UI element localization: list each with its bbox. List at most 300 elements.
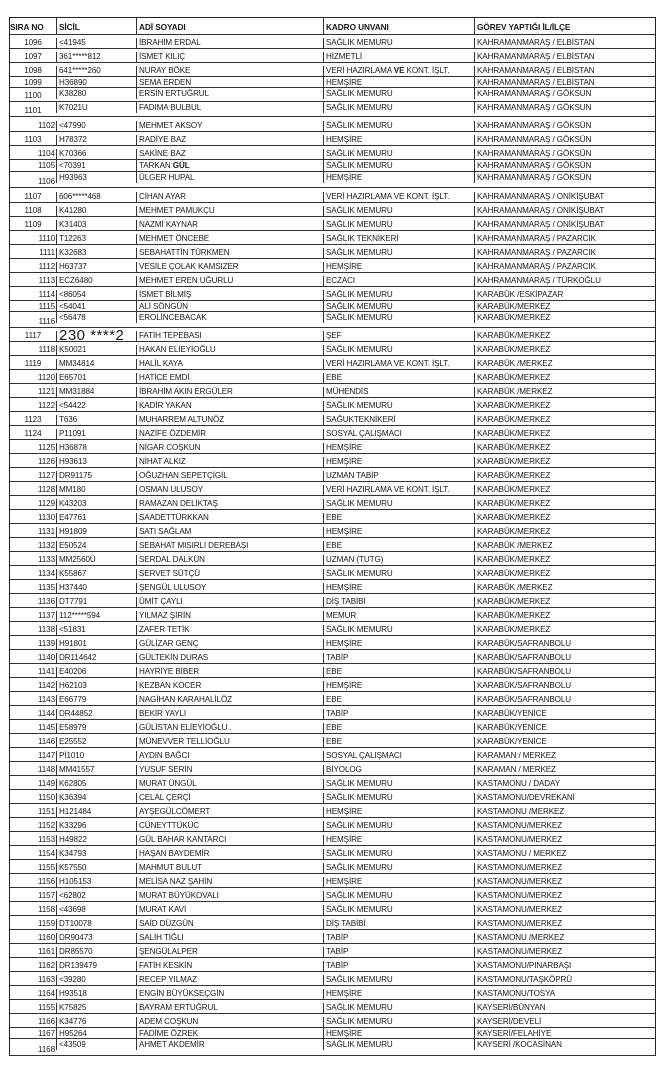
table-row (10, 412, 655, 426)
kadro-cell: BİYOLOG (323, 765, 474, 775)
sira-no-cell: 1143 (37, 695, 55, 704)
sira-no-cell: 1128 (37, 485, 55, 494)
name-cell: SATI SAĞLAM (136, 527, 323, 537)
name-cell: SEBAHATTİN TÜRKMEN (136, 248, 323, 258)
name-cell: FADIMA BULBUL (136, 102, 323, 113)
table-row (10, 972, 655, 986)
name-cell: HAYRİYE BİBER (136, 667, 323, 677)
sira-no-cell: 1164 (37, 989, 55, 998)
gorev-yeri-cell: KARABÜK/MERKEZ (474, 471, 655, 481)
sira-no-cell: 1138 (37, 625, 55, 634)
gorev-yeri-cell: KARABÜK /MERKEZ (474, 541, 655, 551)
sira-no-cell: 1154 (37, 849, 55, 858)
sicil-cell: DR85570 (56, 947, 136, 957)
table-row (10, 132, 655, 146)
sira-no-cell: 1134 (37, 569, 55, 578)
sira-no-cell: 1149 (37, 779, 55, 788)
gorev-yeri-cell: KARABÜK/MERKEZ (474, 611, 655, 621)
sira-no-cell: 1144 (37, 709, 55, 718)
kadro-cell (323, 66, 474, 76)
sicil-cell: H36878 (56, 443, 136, 453)
gorev-yeri-cell: KAYSERİ /KOCASİNAN (474, 1039, 655, 1050)
table-row (10, 748, 655, 762)
sicil-cell: K50021 (56, 345, 136, 355)
sicil-cell: K32683 (56, 248, 136, 258)
kadro-cell: HEMŞİRE (323, 443, 474, 453)
table-row (10, 102, 655, 117)
table-row (10, 762, 655, 776)
name-cell: MÜNEVVER TELLİOĞLU (136, 737, 323, 747)
table-row (10, 678, 655, 692)
table-row (10, 356, 655, 370)
sira-no-cell: 1112 (38, 262, 55, 271)
kadro-cell: SAĞUKTEKNİKERİ (323, 415, 474, 425)
sicil-cell: K62805 (56, 779, 136, 789)
gorev-yeri-cell: KAHRAMANMARAŞ / PAZARCIK (474, 248, 655, 258)
sira-no-cell: 1133 (37, 555, 55, 564)
sira-no-cell: 1130 (37, 513, 55, 522)
name-cell: RECEP YILMAZ (136, 975, 323, 985)
name-cell: NİHAT ALKIZ (136, 457, 323, 467)
sicil-cell: H93518 (56, 989, 136, 999)
gorev-yeri-cell: KARABÜK/MERKEZ (474, 569, 655, 579)
sira-no-cell: 1135 (37, 583, 55, 592)
gorev-yeri-cell: KAHRAMANMARAŞ / ONİKİŞUBAT (474, 220, 655, 230)
table-row (10, 398, 655, 412)
table-row (10, 958, 655, 972)
sicil-cell: <47990 (56, 121, 136, 131)
kadro-cell: SAĞLIK TEKNİKERİ (323, 234, 474, 244)
gorev-yeri-cell: KAHRAMANMARAŞ / ONİKİŞUBAT (474, 206, 655, 216)
sira-no-cell: 1160 (37, 933, 55, 942)
kadro-cell: UZMAN (TUTG) (323, 555, 474, 565)
sicil-cell: MM41557 (56, 765, 136, 775)
kadro-cell: SOSYAL ÇALIŞMACI (323, 751, 474, 761)
kadro-cell: SAĞLIK MEMURU (323, 121, 474, 131)
table-row (10, 342, 655, 356)
table-row (10, 245, 655, 259)
sira-no-cell: 1118 (38, 345, 55, 354)
name-cell: MUHARREM ALTUNÖZ (136, 415, 323, 425)
gorev-yeri-cell: KAHRAMANMARAŞ / ONİKİŞUBAT (474, 192, 655, 202)
table-row (10, 49, 655, 63)
gorev-yeri-cell: KARABÜK /MERKEZ (474, 387, 655, 397)
gorev-yeri-cell: KAHRAMANMARAŞ / GÖKSÜN (474, 172, 655, 183)
sira-no-cell: 1113 (38, 276, 55, 285)
sicil-cell: 606*****468 (56, 192, 136, 202)
sicil-cell: <54041 (56, 301, 136, 312)
kadro-cell: VERİ HAZIRLAMA VE KONT. İŞLT. (323, 485, 474, 495)
gorev-yeri-cell: KARABÜK/MERKEZ (474, 597, 655, 607)
name-cell: ÜMİT ÇAYLI (136, 597, 323, 607)
sira-no-cell: 1122 (37, 401, 55, 410)
sira-no-cell: 1155 (37, 863, 55, 872)
kadro-cell: EBE (323, 737, 474, 747)
kadro-cell: TABİP (323, 653, 474, 663)
name-cell: HATİCE EMDİ (136, 373, 323, 383)
name-cell: FATİH TEPEBASI (136, 331, 323, 341)
kadro-cell: HEMŞİRE (323, 639, 474, 649)
kadro-text: VE (393, 66, 405, 75)
sicil-cell: <54422 (56, 401, 136, 411)
kadro-cell: HEMŞİRE (323, 77, 474, 88)
sira-no-cell: 1139 (37, 639, 55, 648)
gorev-yeri-cell: KAYSERİ/BÜNYAN (474, 1003, 655, 1013)
sira-no-cell: 1156 (37, 877, 55, 886)
name-cell: OĞUZHAN SEPETÇİGİL (136, 471, 323, 481)
table-row (10, 1000, 655, 1014)
name-cell: GÜLTEKİN DURAS (136, 653, 323, 663)
kadro-cell: HEMŞİRE (323, 835, 474, 845)
kadro-cell: SAĞLIK MEMURU (323, 301, 474, 312)
table-row (10, 273, 655, 287)
sira-no-cell: 1103 (24, 135, 42, 144)
kadro-cell: ŞEF (323, 331, 474, 341)
name-text-bold: GÜL (172, 161, 190, 170)
table-row (10, 370, 655, 384)
sicil-cell: <43698 (56, 905, 136, 915)
kadro-cell: SAĞLIK MEMURU (323, 290, 474, 300)
table-row (10, 790, 655, 804)
name-cell: MAHMUT BULUT (136, 863, 323, 873)
name-cell: EROLİNCEBACAK (136, 312, 323, 323)
table-row (10, 468, 655, 482)
gorev-yeri-cell: KAYSERİ/FELAHİYE (474, 1028, 655, 1039)
sira-no-cell: 1147 (37, 751, 55, 760)
sicil-cell: DR44852 (56, 709, 136, 719)
gorev-yeri-cell: KASTAMONU/MERKEZ (474, 905, 655, 915)
name-cell: AHMET AKDEMİR (136, 1039, 323, 1050)
table-row (10, 328, 655, 342)
kadro-cell: SAĞLIK MEMURU (323, 88, 474, 99)
sicil-cell: H49822 (56, 835, 136, 845)
table-row (10, 566, 655, 580)
sira-no-cell: 1111 (39, 248, 55, 257)
name-cell: MURAT ÜNGÜL (136, 779, 323, 789)
name-cell: RADİYE BAZ (136, 135, 323, 145)
gorev-yeri-cell: KAHRAMANMARAŞ / GÖKSÜN (474, 121, 655, 131)
table-row (10, 986, 655, 1000)
sira-no-cell: 1131 (37, 527, 55, 536)
kadro-cell: SAĞLIK MEMURU (323, 1017, 474, 1027)
kadro-cell: SAĞLIK MEMURU (323, 891, 474, 901)
sicil-cell: DR114642 (56, 653, 136, 663)
kadro-cell: HEMŞİRE (323, 527, 474, 537)
sicil-cell: DR91175 (56, 471, 136, 481)
kadro-cell: VERİ HAZIRLAMA VE KONT. İŞLT. (323, 359, 474, 369)
sicil-cell: DR90473 (56, 933, 136, 943)
sira-no-cell: 1168 (37, 1045, 55, 1054)
header-sicil: SİCİL (56, 18, 136, 34)
sicil-cell: K57550 (56, 863, 136, 873)
name-cell: İSMET BİLMİŞ (136, 290, 323, 300)
gorev-yeri-cell: KARAMAN / MERKEZ (474, 765, 655, 775)
table-row (10, 454, 655, 468)
kadro-cell: SAĞLIK MEMURU (323, 401, 474, 411)
kadro-cell: HEMŞİRE (323, 457, 474, 467)
sicil-cell: DT10078 (56, 919, 136, 929)
kadro-cell: SAĞLIK MEMURU (323, 849, 474, 859)
personnel-table (9, 17, 656, 1056)
gorev-yeri-cell: KASTAMONU/MERKEZ (474, 947, 655, 957)
kadro-cell: EBE (323, 513, 474, 523)
table-row (10, 301, 655, 312)
kadro-cell: SAĞLIK MEMURU (323, 312, 474, 323)
sicil-cell: <39280 (56, 975, 136, 985)
kadro-cell: EBE (323, 723, 474, 733)
kadro-cell: SAĞLIK MEMURU (323, 149, 474, 159)
table-row (10, 902, 655, 916)
gorev-yeri-cell: KARABÜK/MERKEZ (474, 555, 655, 565)
sicil-cell: H62103 (56, 681, 136, 691)
sicil-cell: H95264 (56, 1028, 136, 1039)
kadro-cell: SAĞLIK MEMURU (323, 160, 474, 171)
sira-no-cell: 1117 (24, 331, 42, 340)
kadro-cell: SAĞLIK MEMURU (323, 905, 474, 915)
name-cell: NURAY BÖKE (136, 66, 323, 76)
gorev-yeri-cell: KARABÜK/MERKEZ (474, 301, 655, 312)
sicil-cell: 112*****594 (56, 611, 136, 621)
sira-no-cell: 1108 (24, 206, 42, 215)
gorev-yeri-cell: KARABÜK/MERKEZ (474, 625, 655, 635)
name-cell: İBRAHİM ERDAL (136, 38, 323, 48)
kadro-text: VERİ HAZIRLAMA (326, 66, 394, 75)
name-cell: CÜNEYTTÜKÜC (136, 821, 323, 831)
sira-no-cell: 1146 (37, 737, 55, 746)
name-cell: ADEM COŞKUN (136, 1017, 323, 1027)
kadro-cell: SAĞLIK MEMURU (323, 569, 474, 579)
name-cell: ÜLGER HUPAL (136, 172, 323, 183)
table-row (10, 1039, 655, 1056)
table-row (10, 860, 655, 874)
sira-no-cell: 1153 (37, 835, 55, 844)
table-row (10, 217, 655, 231)
table-row (10, 846, 655, 860)
name-cell: YILMAZ ŞİRİN (136, 611, 323, 621)
sira-no-cell: 1159 (37, 919, 55, 928)
kadro-cell: HEMŞİRE (323, 1028, 474, 1039)
table-row (10, 188, 655, 203)
table-row (10, 804, 655, 818)
name-cell: NAZİFE ÖZDEMİR (136, 429, 323, 439)
name-cell: SALİH TIĞLI (136, 933, 323, 943)
kadro-cell: SAĞLIK MEMURU (323, 499, 474, 509)
name-cell: CELAL ÇERÇİ (136, 793, 323, 803)
gorev-yeri-cell: KARABÜK/YENİCE (474, 737, 655, 747)
kadro-cell: SAĞLIK MEMURU (323, 793, 474, 803)
sicil-cell: H63737 (56, 262, 136, 272)
sicil-cell: MM34814 (56, 359, 136, 369)
gorev-yeri-cell: KASTAMONU / MERKEZ (474, 849, 655, 859)
name-cell: AYŞEGÜLCÖMERT (136, 807, 323, 817)
kadro-cell: ECZACI (323, 276, 474, 286)
sira-no-cell: 1125 (37, 443, 55, 452)
gorev-yeri-cell: KASTAMONU/DEVREKANİ (474, 793, 655, 803)
kadro-cell: HEMŞİRE (323, 807, 474, 817)
name-cell: İBRAHİM AKIN ERGÜLER (136, 387, 323, 397)
sicil-cell: T12263 (56, 234, 136, 244)
table-row (10, 888, 655, 902)
table-row (10, 117, 655, 132)
name-cell: ZAFER TETİK (136, 625, 323, 635)
sira-no-cell: 1158 (37, 905, 55, 914)
table-body (10, 35, 655, 1056)
name-cell: MURAT KAVİ (136, 905, 323, 915)
sira-no-cell: 1155 (37, 1003, 55, 1012)
sira-no-cell: 1104 (37, 149, 55, 158)
sira-no-cell: 1102 (37, 121, 55, 130)
gorev-yeri-cell: KASTAMONU/MERKEZ (474, 835, 655, 845)
name-cell: ŞENGÜLALPER (136, 947, 323, 957)
name-cell: MEHMET ÖNCEBE (136, 234, 323, 244)
table-row (10, 720, 655, 734)
sicil-cell: H91801 (56, 639, 136, 649)
table-row (10, 650, 655, 664)
table-row (10, 426, 655, 440)
gorev-yeri-cell: KAHRAMANMARAŞ / ELBİSTAN (474, 38, 655, 48)
sicil-cell: MM180 (56, 485, 136, 495)
kadro-cell: SOSYAL ÇALIŞMACI (323, 429, 474, 439)
kadro-cell: SAĞLIK MEMURU (323, 975, 474, 985)
sira-no-cell: 1115 (38, 302, 55, 311)
table-row (10, 482, 655, 496)
gorev-yeri-cell: KARABÜK/YENİCE (474, 723, 655, 733)
name-cell: GÜLİZAR GENÇ (136, 639, 323, 649)
sicil-cell: K70366 (56, 149, 136, 159)
sira-no-cell: 1096 (24, 38, 42, 47)
sira-no-cell: 1109 (24, 220, 42, 229)
sicil-cell: <62802 (56, 891, 136, 901)
kadro-cell: VERİ HAZIRLAMA VE KONT. İŞLT. (323, 192, 474, 202)
sira-no-cell: 1142 (37, 681, 55, 690)
table-row (10, 231, 655, 245)
sicil-cell: E58979 (56, 723, 136, 733)
sira-no-cell: 1120 (37, 373, 55, 382)
name-cell: CİHAN AYAR (136, 192, 323, 202)
gorev-yeri-cell: KARABÜK/SAFRANBOLU (474, 653, 655, 663)
name-cell: OSMAN ULUSOY (136, 485, 323, 495)
gorev-yeri-cell: KARABÜK/MERKEZ (474, 457, 655, 467)
table-row (10, 1014, 655, 1028)
gorev-yeri-cell: KARABÜK/MERKEZ (474, 312, 655, 323)
kadro-cell: EBE (323, 667, 474, 677)
kadro-cell: MEMUR (323, 611, 474, 621)
table-row (10, 384, 655, 398)
sira-no-cell: 1152 (37, 821, 55, 830)
name-cell: MEHMET EREN UĞURLU (136, 276, 323, 286)
sira-no-cell: 1124 (24, 429, 42, 438)
table-row (10, 510, 655, 524)
sira-no-cell: 1116 (38, 317, 55, 326)
sira-no-cell: 1141 (37, 667, 55, 676)
table-row (10, 608, 655, 622)
sira-no-cell: 1132 (37, 541, 55, 550)
gorev-yeri-cell: KASTAMONU /MERKEZ (474, 933, 655, 943)
sicil-cell: K7021U (56, 102, 136, 113)
sira-no-cell: 1097 (24, 52, 42, 61)
gorev-yeri-cell: KAHRAMANMARAŞ / PAZARCIK (474, 262, 655, 272)
sicil-cell: <41945 (56, 38, 136, 48)
sira-no-cell: 1137 (37, 611, 55, 620)
kadro-cell: SAĞLIK MEMURU (323, 206, 474, 216)
sira-no-cell: 1126 (37, 457, 55, 466)
sicil-cell: <56478 (56, 312, 136, 323)
table-row (10, 440, 655, 454)
sicil-cell: K55867 (56, 569, 136, 579)
table-row (10, 874, 655, 888)
kadro-cell: SAĞLIK MEMURU (323, 863, 474, 873)
kadro-cell: TABİP (323, 709, 474, 719)
sira-no-cell: 1166 (37, 1017, 55, 1026)
table-row (10, 203, 655, 217)
gorev-yeri-cell: KASTAMONU /MERKEZ (474, 807, 655, 817)
name-cell: HAKAN ELİEYİOĞLU (136, 345, 323, 355)
kadro-cell: DİŞ TABİBİ (323, 597, 474, 607)
kadro-cell: HEMŞİRE (323, 135, 474, 145)
gorev-yeri-cell: KASTAMONU / DADAY (474, 779, 655, 789)
sicil-cell: K41280 (56, 206, 136, 216)
sira-no-cell: 1162 (37, 961, 55, 970)
kadro-cell: UZMAN TABİP (323, 471, 474, 481)
kadro-cell: HEMŞİRE (323, 172, 474, 183)
name-cell: AYDIN BAĞCI (136, 751, 323, 761)
gorev-yeri-cell: KARABÜK/MERKEZ (474, 345, 655, 355)
table-row (10, 88, 655, 102)
sira-no-cell: 1121 (37, 387, 55, 396)
gorev-yeri-cell: KAHRAMANMARAŞ / GÖKSÜN (474, 135, 655, 145)
kadro-cell: SAĞLIK MEMURU (323, 248, 474, 258)
kadro-cell: SAĞLIK MEMURU (323, 779, 474, 789)
kadro-cell: TABİP (323, 947, 474, 957)
gorev-yeri-cell: KASTAMONU/MERKEZ (474, 877, 655, 887)
sicil-cell: MM31884 (56, 387, 136, 397)
gorev-yeri-cell: KAHRAMANMARAŞ / TÜRKOĞLU (474, 276, 655, 286)
name-cell: FADİME ÖZREK (136, 1028, 323, 1039)
sira-no-cell: 1100 (24, 91, 42, 100)
kadro-cell: EBE (323, 695, 474, 705)
kadro-cell: HEMŞİRE (323, 877, 474, 887)
table-row (10, 930, 655, 944)
sira-no-cell: 1163 (37, 975, 55, 984)
sicil-cell: MM2560Ü (56, 555, 136, 565)
gorev-yeri-cell: KASTAMONU/MERKEZ (474, 891, 655, 901)
sicil-cell: E47761 (56, 513, 136, 523)
name-cell: SEMA ERDEN (136, 77, 323, 88)
name-cell: VESİLE ÇOLAK KAMSIZER (136, 262, 323, 272)
gorev-yeri-cell: KARABÜK/MERKEZ (474, 415, 655, 425)
sicil-cell: K36394 (56, 793, 136, 803)
name-cell: NAZMİ KAYNAR (136, 220, 323, 230)
kadro-cell: EBE (323, 373, 474, 383)
name-cell: YUSUF SERİN (136, 765, 323, 775)
table-row (10, 146, 655, 160)
gorev-yeri-cell: KASTAMONU/MERKEZ (474, 863, 655, 873)
table-row (10, 1028, 655, 1039)
sicil-cell: DR139479 (56, 961, 136, 971)
table-row (10, 77, 655, 88)
sicil-cell: K38280 (56, 88, 136, 99)
kadro-cell: HEMŞİRE (323, 262, 474, 272)
kadro-cell: SAĞLIK MEMURU (323, 1039, 474, 1050)
kadro-cell: SAĞLIK MEMURU (323, 38, 474, 48)
sira-no-cell: 1129 (37, 499, 55, 508)
name-cell (136, 160, 323, 171)
sira-no-cell: 1136 (37, 597, 55, 606)
sicil-cell: K34793 (56, 849, 136, 859)
table-row (10, 692, 655, 706)
table-row (10, 818, 655, 832)
gorev-yeri-cell: KARABÜK/MERKEZ (474, 443, 655, 453)
